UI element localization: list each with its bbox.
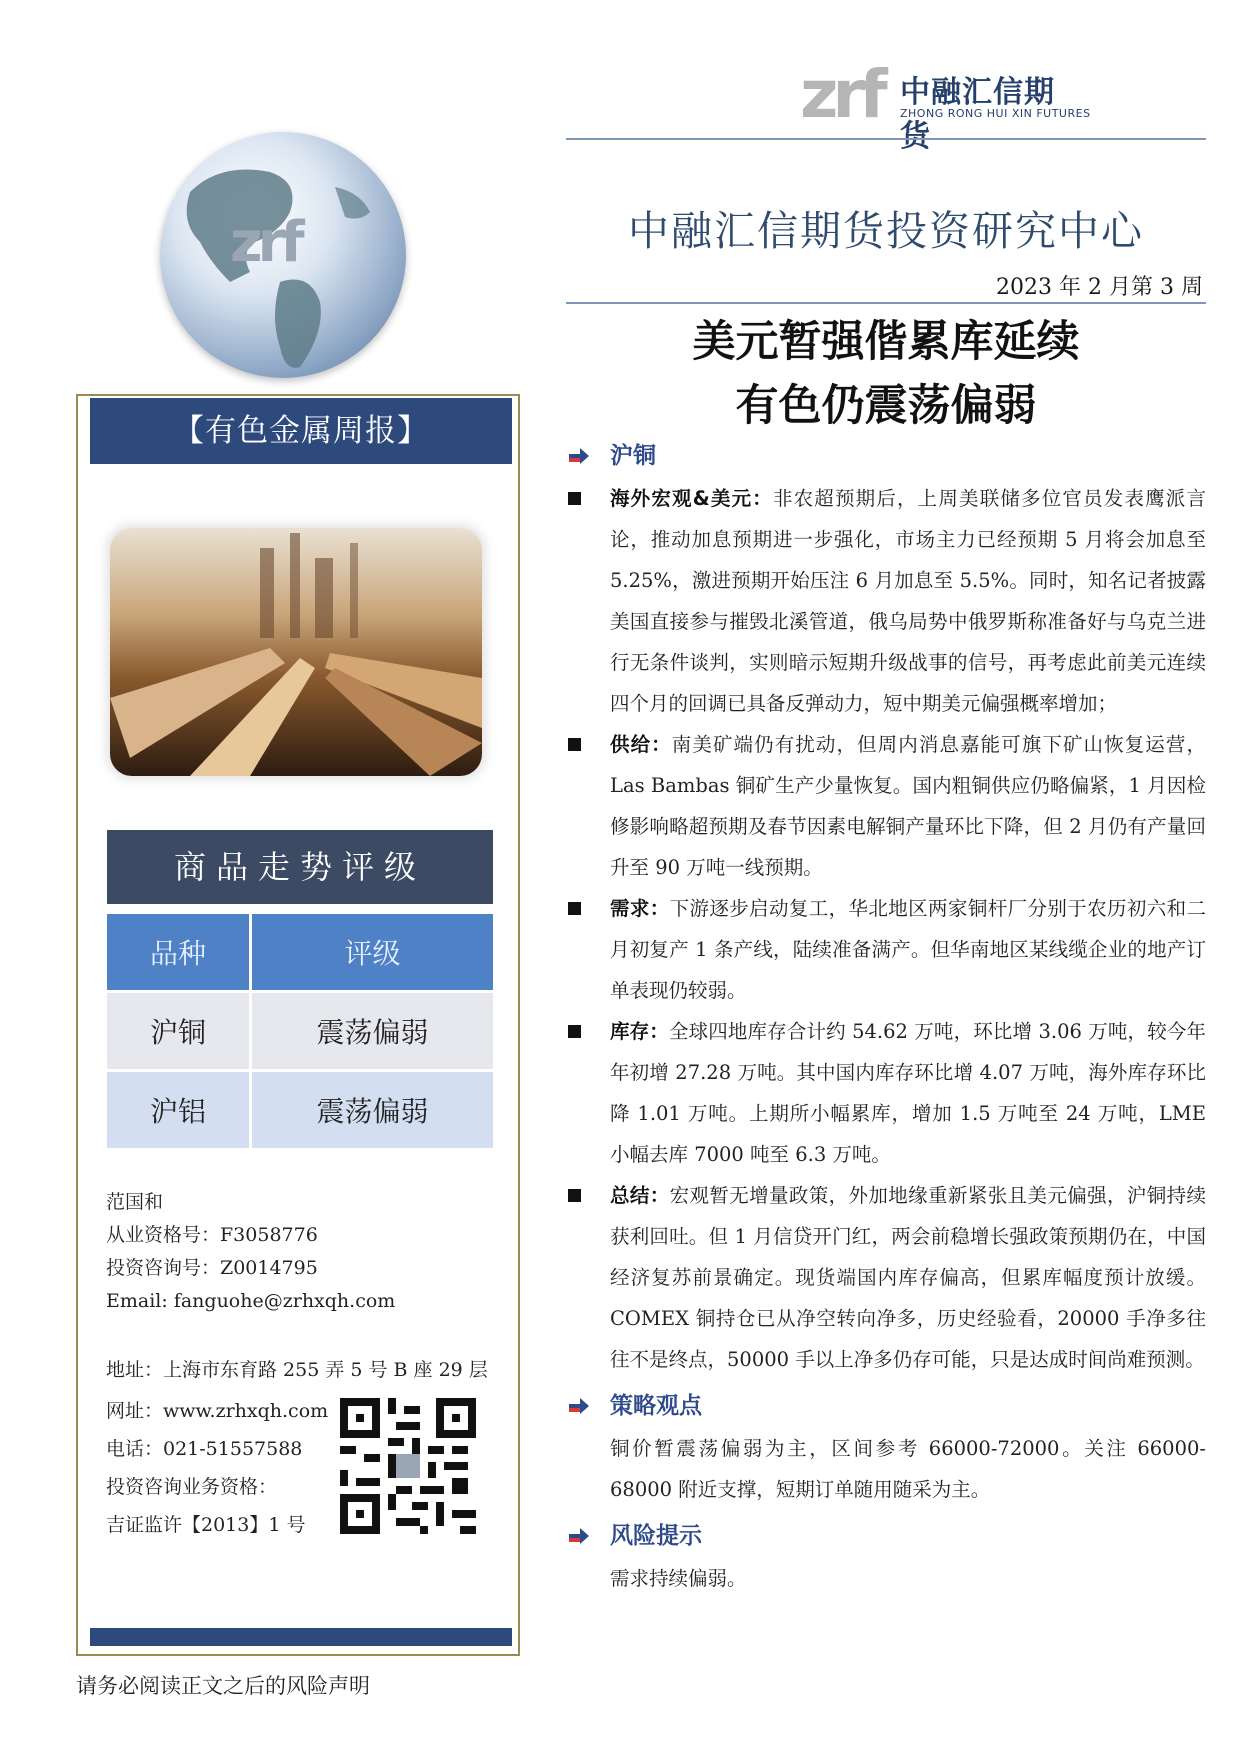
- company-logo: [800, 55, 1091, 154]
- rating-commodity: 沪铜: [107, 993, 252, 1072]
- analyst-qualification: 从业资格号：F3058776: [106, 1224, 318, 1246]
- rating-value: 震荡偏弱: [252, 1072, 493, 1151]
- rating-header-rating: 评级: [252, 914, 493, 993]
- analyst-block: [106, 1186, 395, 1318]
- report-week: 2023 年 2 月第 3 周: [996, 275, 1203, 300]
- bullet-label: 总结：: [610, 1184, 670, 1207]
- research-center-title: 中融汇信期货投资研究中心: [628, 207, 1144, 255]
- strategy-text: 铜价暂震荡偏弱为主，区间参考 66000-72000。关注 66000-68000 附近支撑，短期订单随用随采为主。: [610, 1437, 1206, 1501]
- rating-commodity: 沪铝: [107, 1072, 252, 1151]
- sidebar-footer-bar: [90, 1628, 512, 1646]
- bullet-text: 非农超预期后，上周美联储多位官员发表鹰派言论，推动加息预期进一步强化，市场主力已经预期 5 月将会加息至 5.25%，激进预期开始压注 6 月加息至 5.5%。同时，知名记者披露美国直接参与摧毁北溪管道，俄乌局势中俄罗斯称准备好与乌克兰进行无条件谈判，实则暗示短期升级战事的信号，再考虑此前美元连续四个月的回调已具备反弹动力，短中期美元偏强概率增加；: [610, 487, 1206, 715]
- risk-text: 需求持续偏弱。: [610, 1567, 747, 1590]
- section-title: 风险提示: [610, 1523, 702, 1549]
- section-heading-strategy: [566, 1386, 1206, 1426]
- bullet-supply: [566, 724, 1206, 888]
- table-row: [107, 1072, 493, 1151]
- arrow-bullet-icon: [566, 1523, 592, 1549]
- report-content: [566, 430, 1206, 1599]
- bullet-macro: [566, 478, 1206, 724]
- arrow-bullet-icon: [566, 443, 592, 469]
- risk-disclaimer: 请务必阅读正文之后的风险声明: [76, 1674, 370, 1698]
- bullet-label: 海外宏观&美元：: [610, 487, 773, 510]
- analyst-email[interactable]: Email: fanguohe@zrhxqh.com: [106, 1290, 396, 1312]
- logo-en: ZHONG RONG HUI XIN FUTURES: [900, 107, 1091, 120]
- globe-logo-mark: zrf: [230, 210, 300, 275]
- rating-title: 商品走势评级: [107, 830, 493, 904]
- rating-value: 震荡偏弱: [252, 993, 493, 1072]
- section-title: 沪铜: [610, 443, 656, 469]
- logo-cn: 中融汇信期货: [900, 75, 1055, 154]
- bullet-text: 宏观暂无增量政策，外加地缘重新紧张且美元偏强，沪铜持续获利回吐。但 1 月信贷开门红，两会前稳增长强政策预期仍在，中国经济复苏前景确定。现货端国内库存偏高，但累库幅度预计放缓。COMEX 铜持仓已从净空转向净多，历史经验看，20000 手净多往往不是终点，50000 手以上净多仍存可能，只是达成时间尚难预测。: [610, 1184, 1206, 1371]
- globe-image: [160, 132, 406, 378]
- company-info-block: [106, 1392, 328, 1544]
- arrow-bullet-icon: [566, 1393, 592, 1419]
- bullet-label: 库存：: [610, 1020, 669, 1043]
- main-title-line1: 美元暂强偕累库延续: [692, 317, 1080, 367]
- qr-code: [340, 1398, 476, 1534]
- analyst-consult-no: 投资咨询号：Z0014795: [106, 1257, 318, 1279]
- bullet-label: 需求：: [610, 897, 670, 920]
- company-website[interactable]: 网址：www.zrhxqh.com: [106, 1400, 329, 1422]
- square-bullet-icon: [568, 1025, 581, 1038]
- bullet-demand: [566, 888, 1206, 1011]
- license-number: 吉证监许【2013】1 号: [106, 1514, 306, 1536]
- report-type-banner: 【有色金属周报】: [90, 398, 512, 464]
- square-bullet-icon: [568, 492, 581, 505]
- bullet-text: 南美矿端仍有扰动，但周内消息嘉能可旗下矿山恢复运营，Las Bambas 铜矿生产少量恢复。国内粗铜供应仍略偏紧，1 月因检修影响略超预期及春节因素电解铜产量环比下降，但 2 月仍有产量回升至 90 万吨一线预期。: [610, 733, 1206, 879]
- bullet-text: 下游逐步启动复工，华北地区两家铜杆厂分别于农历初六和二月初复产 1 条产线，陆续准备满产。但华南地区某线缆企业的地产订单表现仍较弱。: [610, 897, 1206, 1002]
- license-label: 投资咨询业务资格：: [106, 1476, 278, 1498]
- company-address: 地址：上海市东育路 255 弄 5 号 B 座 29 层: [106, 1359, 488, 1381]
- square-bullet-icon: [568, 1189, 581, 1202]
- main-title-line2: 有色仍震荡偏弱: [735, 381, 1037, 431]
- rating-header-row: [107, 914, 493, 993]
- company-phone: 电话：021-51557588: [106, 1438, 303, 1460]
- rating-table: [107, 914, 493, 1151]
- pipeline-photo: [110, 528, 482, 776]
- section-heading-risk: [566, 1516, 1206, 1556]
- section-heading-copper: [566, 436, 1206, 476]
- square-bullet-icon: [568, 902, 581, 915]
- bullet-summary: [566, 1175, 1206, 1380]
- section-title: 策略观点: [610, 1393, 702, 1419]
- logo-mark: zrf: [800, 56, 882, 133]
- bullet-text: 全球四地库存合计约 54.62 万吨，环比增 3.06 万吨，较今年年初增 27.28 万吨。其中国内库存环比增 4.07 万吨，海外库存环比降 1.01 万吨。上期所小幅累库，增加 1.5 万吨至 24 万吨，LME 小幅去库 7000 吨至 6.3 万吨。: [610, 1020, 1206, 1166]
- bullet-label: 供给：: [610, 733, 672, 756]
- square-bullet-icon: [568, 738, 581, 751]
- table-row: [107, 993, 493, 1072]
- header-divider: [566, 138, 1206, 140]
- title-divider: [566, 302, 1206, 304]
- rating-header-commodity: 品种: [107, 914, 252, 993]
- analyst-name: 范国和: [106, 1191, 164, 1213]
- bullet-inventory: [566, 1011, 1206, 1175]
